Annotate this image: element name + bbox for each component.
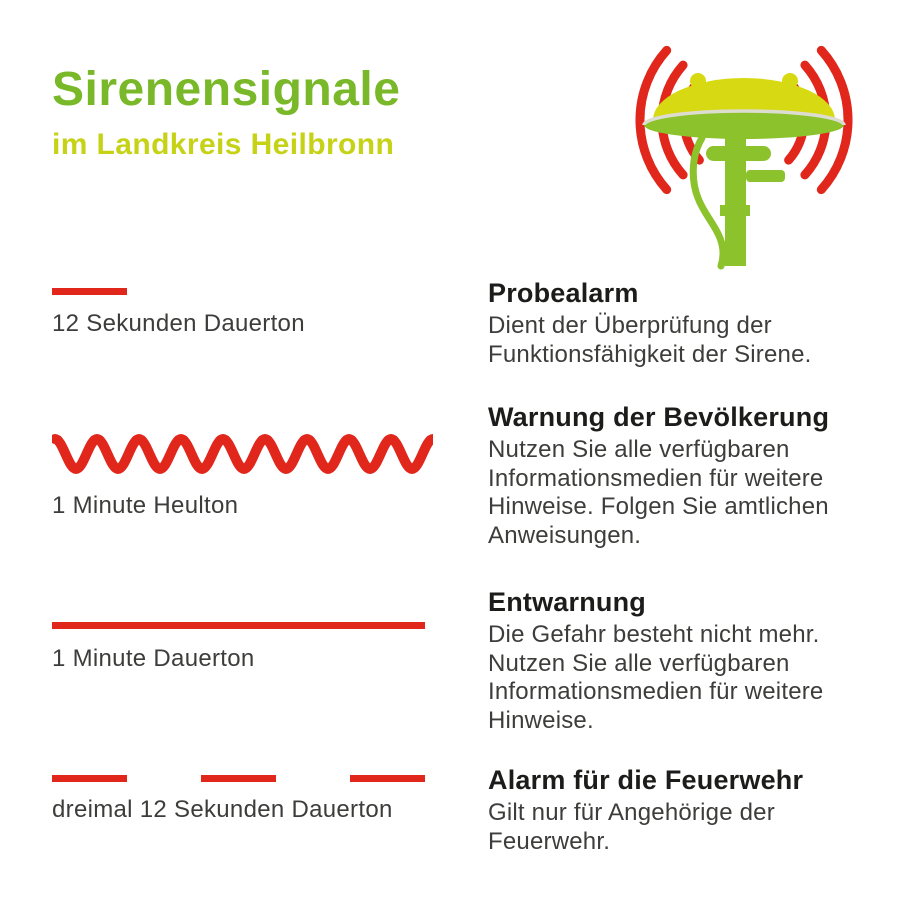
signal-info-block: [488, 587, 890, 735]
signal-label: 1 Minute Dauerton: [52, 645, 255, 672]
signal-bar-segment: [350, 775, 425, 782]
signal-label: dreimal 12 Sekunden Dauerton: [52, 796, 393, 823]
signal-description: Die Gefahr besteht nicht mehr. Nutzen Sie alle verfügbaren Informationsmedien für weitere Hinweise.: [488, 621, 824, 734]
signal-heading: Warnung der Bevölkerung: [488, 402, 830, 432]
siren-icon: [598, 8, 890, 270]
signal-info-block: [488, 278, 890, 369]
signal-info-block: [488, 765, 890, 856]
signal-graphic-single-long-bar: [52, 622, 425, 629]
signal-heading: Alarm für die Feuerwehr: [488, 765, 804, 795]
signal-bar-segment: [52, 775, 127, 782]
page-subtitle: im Landkreis Heilbronn: [52, 128, 395, 161]
siren-base-band: [720, 205, 750, 216]
signal-label: 1 Minute Heulton: [52, 492, 239, 519]
siren-arm: [746, 170, 785, 182]
signal-description: Dient der Überprüfung der Funktionsfähigkeit der Sirene.: [488, 312, 812, 368]
signal-graphic-single-short-bar: [52, 288, 127, 295]
page-title: Sirenensignale: [52, 63, 401, 116]
signal-heading: Probealarm: [488, 278, 639, 308]
signal-bar-segment: [201, 775, 276, 782]
signal-graphic-three-short-bars: [52, 775, 425, 782]
signal-description: Nutzen Sie alle verfügbaren Informationsmedien für weitere Hinweise. Folgen Sie amtlichen Anweisungen.: [488, 436, 829, 549]
signal-label: 12 Sekunden Dauerton: [52, 310, 305, 337]
signal-info-block: [488, 402, 890, 550]
signal-description: Gilt nur für Angehörige der Feuerwehr.: [488, 799, 775, 855]
signal-graphic-continuous-wave: [52, 431, 433, 477]
signal-heading: Entwarnung: [488, 587, 646, 617]
siren-collar: [706, 146, 771, 161]
